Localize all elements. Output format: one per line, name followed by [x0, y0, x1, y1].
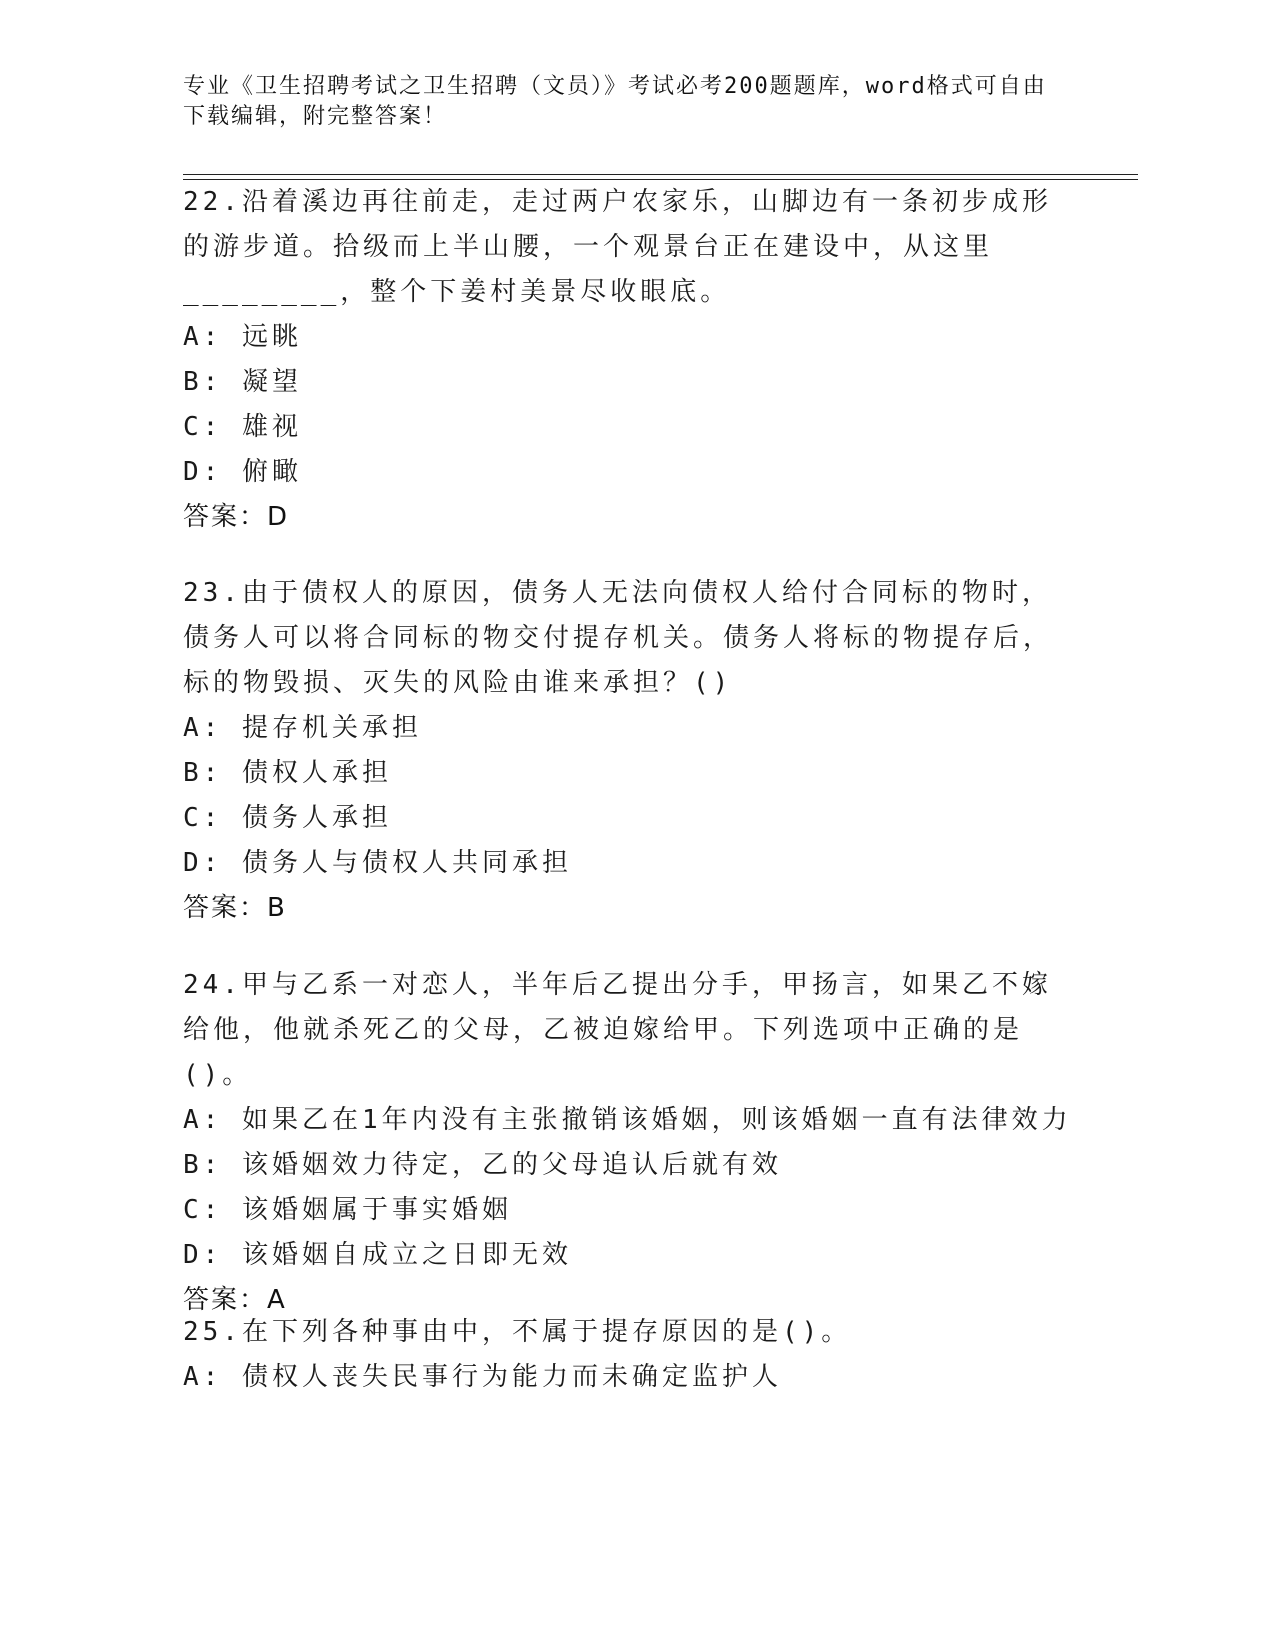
answer-label: 答案：B [183, 893, 287, 923]
header-rule-line-top [183, 174, 1138, 175]
option-c: C: 雄视 [183, 412, 302, 442]
question-22 [183, 180, 1063, 540]
question-25 [183, 1310, 1063, 1400]
option-b: B: 债权人承担 [183, 758, 392, 788]
option-b: B: 该婚姻效力待定，乙的父母追认后就有效 [183, 1150, 782, 1180]
option-d: D: 该婚姻自成立之日即无效 [183, 1240, 572, 1270]
question-stem: 23.由于债权人的原因，债务人无法向债权人给付合同标的物时，债务人可以将合同标的物交付提存机关。债务人将标的物提存后，标的物毁损、灭失的风险由谁来承担？() [183, 578, 1054, 698]
question-23 [183, 571, 1063, 931]
option-a: A: 提存机关承担 [183, 713, 422, 743]
option-c: C: 该婚姻属于事实婚姻 [183, 1195, 512, 1225]
question-stem: 24.甲与乙系一对恋人，半年后乙提出分手，甲扬言，如果乙不嫁给他，他就杀死乙的父母，乙被迫嫁给甲。下列选项中正确的是()。 [183, 970, 1052, 1090]
option-d: D: 债务人与债权人共同承担 [183, 848, 572, 878]
document-header: 专业《卫生招聘考试之卫生招聘（文员）》考试必考200题题库，word格式可自由下载编辑，附完整答案！ [183, 74, 1047, 129]
option-b: B: 凝望 [183, 367, 302, 397]
question-24 [183, 963, 1072, 1323]
option-a: A: 远眺 [183, 322, 302, 352]
option-d: D: 俯瞰 [183, 457, 302, 487]
option-a: A: 如果乙在1年内没有主张撤销该婚姻，则该婚姻一直有法律效力 [183, 1105, 1072, 1135]
question-stem: 22.沿着溪边再往前走，走过两户农家乐，山脚边有一条初步成形的游步道。拾级而上半山腰，一个观景台正在建设中，从这里________，整个下姜村美景尽收眼底。 [183, 187, 1052, 307]
question-stem: 25.在下列各种事由中，不属于提存原因的是()。 [183, 1317, 852, 1347]
option-c: C: 债务人承担 [183, 803, 392, 833]
answer-label: 答案：A [183, 1285, 287, 1315]
option-a: A: 债权人丧失民事行为能力而未确定监护人 [183, 1362, 782, 1392]
answer-label: 答案：D [183, 502, 290, 532]
